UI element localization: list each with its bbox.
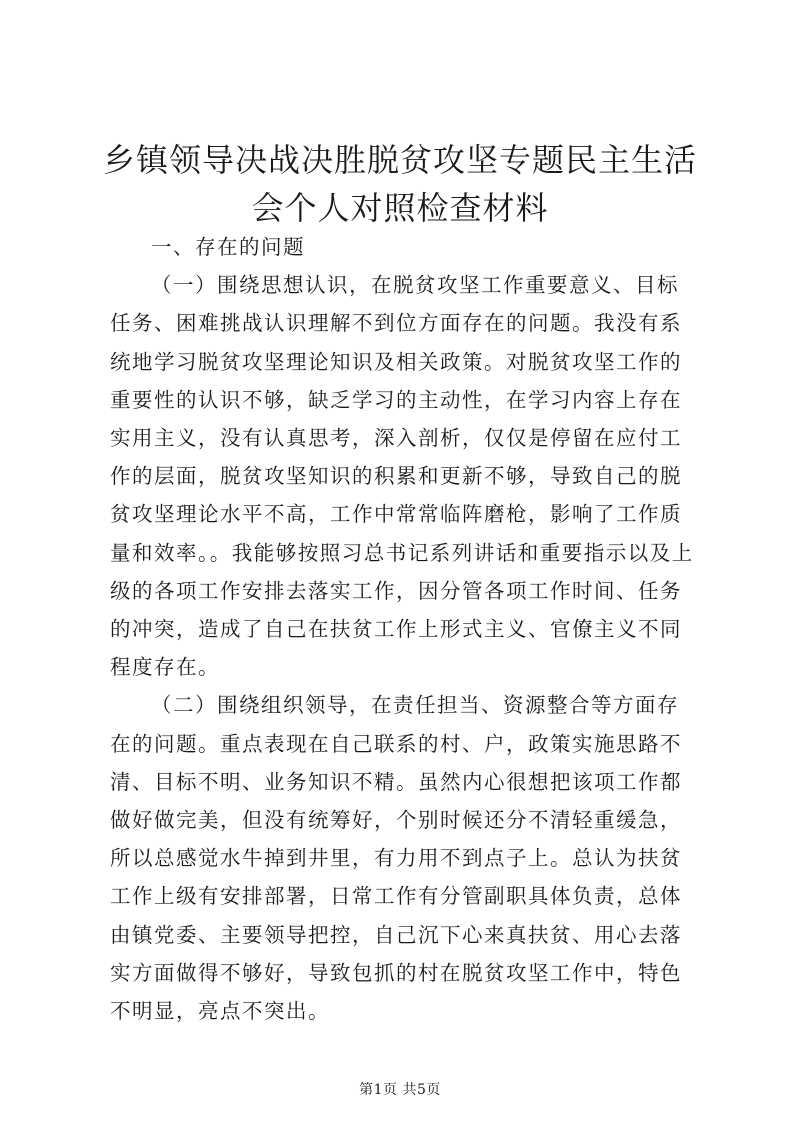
document-body (110, 228, 700, 1030)
document-title: 乡镇领导决战决胜脱贫攻坚专题民主生活会个人对照检查材料 (102, 141, 697, 227)
body-paragraph: （二）围绕组织领导，在责任担当、资源整合等方面存在的问题。重点表现在自己联系的村、户，政策实施思路不清、目标不明、业务知识不精。虽然内心很想把该项工作都做好做完美，但没有统筹好，个别时候还分不清轻重缓急，所以总感觉水牛掉到井里，有力用不到点子上。总认为扶贫工作上级有安排部署，日常工作有分管副职具体负责，总体由镇党委、主要领导把控，自己沉下心来真扶贫、用心去落实方面做得不够好，导致包抓的村在脱贫攻坚工作中，特色不明显，亮点不突出。 (110, 693, 682, 1024)
section-heading: 一、存在的问题 (151, 235, 305, 259)
page-indicator: 第1页 共5页 (359, 1082, 441, 1098)
page-footer (0, 1080, 800, 1100)
body-paragraph: （一）围绕思想认识，在脱贫攻坚工作重要意义、目标任务、困难挑战认识理解不到位方面存在的问题。我没有系统地学习脱贫攻坚理论知识及相关政策。对脱贫攻坚工作的重要性的认识不够，缺乏学习的主动性，在学习内容上存在实用主义，没有认真思考，深入剖析，仅仅是停留在应付工作的层面，脱贫攻坚知识的积累和更新不够，导致自己的脱贫攻坚理论水平不高，工作中常常临阵磨枪，影响了工作质量和效率。。我能够按照习总书记系列讲话和重要指示以及上级的各项工作安排去落实工作，因分管各项工作时间、任务的冲突，造成了自己在扶贫工作上形式主义、官僚主义不同程度存在。 (110, 273, 694, 680)
